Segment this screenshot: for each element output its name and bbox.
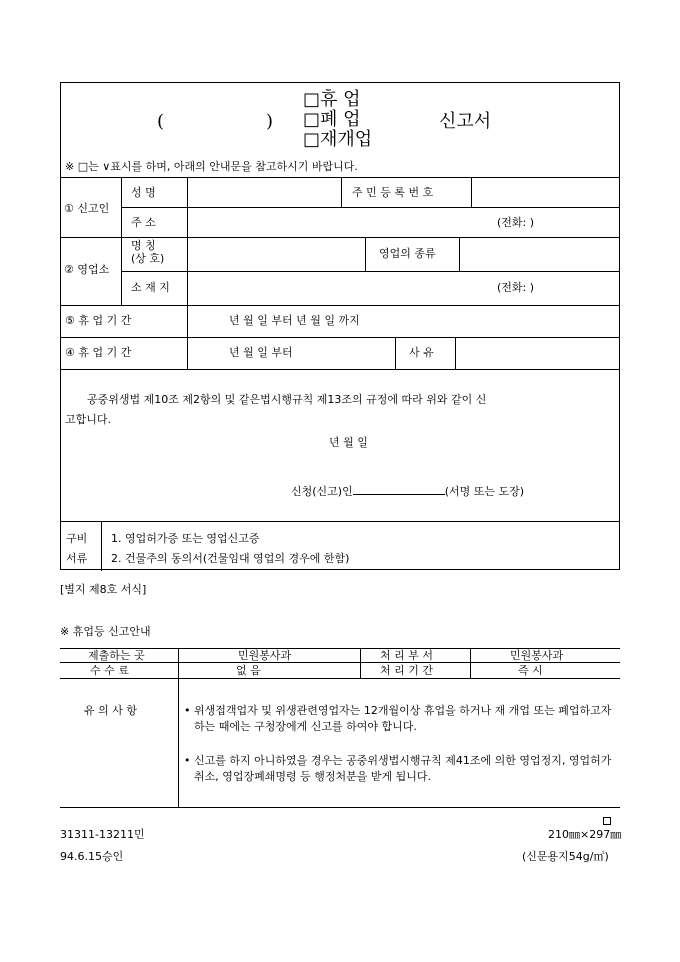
divider	[61, 305, 619, 306]
name-field[interactable]	[191, 180, 337, 204]
divider	[360, 648, 361, 678]
biz-name-label: 명 칭	[131, 239, 156, 252]
divider	[471, 177, 472, 207]
rrn-label: 주 민 등 록 번 호	[352, 186, 434, 199]
closure-period-label: ⑤ 휴 업 기 간	[65, 314, 132, 327]
doc-item-1: 1. 영업허가증 또는 영업신고증	[111, 532, 260, 545]
divider	[61, 177, 619, 178]
submit-to-value: 민원봉사과	[238, 649, 292, 662]
address-phone: (전화: )	[497, 216, 535, 229]
bullet-icon: •	[184, 704, 191, 717]
title-option-closure[interactable]: □휴 업	[303, 89, 361, 110]
applicant-prefix: 신청(신고)인	[291, 485, 353, 498]
notes-label: 유 의 사 항	[84, 704, 137, 717]
fee-value: 없 음	[236, 664, 261, 677]
reopen-period-label: ④ 휴 업 기 간	[65, 346, 132, 359]
rrn-field[interactable]	[475, 180, 615, 204]
guide-table	[60, 648, 620, 808]
date-line[interactable]: 년 월 일	[329, 436, 368, 449]
divider	[61, 237, 619, 238]
period-label: 처 리 기 간	[380, 664, 433, 677]
paper-type: (신문용지54g/㎡)	[522, 850, 609, 863]
divider	[60, 678, 620, 679]
corner-square-icon	[603, 817, 611, 825]
note-item-1: 위생접객업자 및 위생관련영업자는 12개월이상 휴업을 하거나 재 개업 또는 폐업하고자 하는 때에는 구청장에게 신고를 하여야 합니다.	[194, 704, 612, 733]
divider	[395, 337, 396, 369]
divider	[341, 177, 342, 207]
dept-value: 민원봉사과	[510, 649, 564, 662]
location-field[interactable]	[191, 274, 491, 302]
instruction-text: ※ □는 ∨표시를 하며, 아래의 안내문을 참고하시기 바랍니다.	[65, 160, 358, 173]
docs-label-2: 서류	[66, 552, 88, 565]
address-field[interactable]	[191, 210, 491, 234]
reason-field[interactable]	[459, 340, 615, 366]
guide-heading: ※ 휴업등 신고안내	[60, 625, 151, 638]
title-paren-open: (	[157, 111, 165, 132]
biz-name-label-sub: (상 호)	[131, 252, 165, 265]
divider	[61, 521, 619, 522]
applicant-line	[291, 484, 524, 498]
note-item-2: 신고를 하지 아니하였을 경우는 공중위생법시행규칙 제41조에 의한 영업정지, 영업허가취소, 영업장폐쇄명령 등 행정처분을 받게 됩니다.	[194, 754, 612, 783]
divider	[60, 807, 620, 808]
report-form	[60, 82, 620, 570]
divider	[61, 369, 619, 370]
dept-label: 처 리 부 서	[380, 649, 433, 662]
title-suffix: 신고서	[439, 111, 492, 132]
location-phone: (전화: )	[497, 281, 535, 294]
statement-line-2: 고합니다.	[65, 413, 112, 426]
fee-label: 수 수 료	[90, 664, 129, 677]
reporter-label: ① 신고인	[64, 202, 110, 215]
divider	[459, 237, 460, 271]
submit-to-label: 제출하는 곳	[88, 649, 145, 662]
statement-line-1: 공중위생법 제10조 제2항의 및 같은법시행규칙 제13조의 규정에 따라 위와 같이 신	[87, 393, 487, 406]
title-option-reopen[interactable]: □재개업	[303, 129, 373, 150]
signature-field[interactable]	[353, 484, 445, 495]
divider	[61, 337, 619, 338]
divider	[187, 177, 188, 369]
closure-period-text[interactable]: 년 월 일 부터 년 월 일 까지	[229, 314, 360, 327]
reopen-period-text[interactable]: 년 월 일 부터	[229, 346, 293, 359]
divider	[121, 177, 122, 305]
address-label: 주 소	[131, 216, 156, 229]
paper-size: 210㎜×297㎜	[548, 828, 622, 841]
divider	[121, 207, 619, 208]
doc-item-2: 2. 건물주의 동의서(건물임대 영업의 경우에 한함)	[111, 552, 350, 565]
divider	[121, 271, 619, 272]
divider	[470, 648, 471, 678]
name-label: 성 명	[131, 186, 156, 199]
annex-label: [별지 제8호 서식]	[60, 583, 147, 596]
bullet-icon: •	[184, 754, 191, 767]
applicant-suffix: (서명 또는 도장)	[444, 485, 525, 498]
location-label: 소 재 지	[131, 281, 170, 294]
divider	[455, 337, 456, 369]
title-paren-close: )	[266, 111, 274, 132]
docs-label: 구비	[66, 532, 88, 545]
biz-type-label: 영업의 종류	[379, 247, 436, 260]
divider	[365, 237, 366, 271]
biz-type-field[interactable]	[463, 240, 615, 268]
period-value: 즉 시	[518, 664, 543, 677]
business-label: ② 영업소	[64, 263, 110, 276]
form-code: 31311-13211민	[60, 828, 145, 841]
title-option-shutdown[interactable]: □폐 업	[303, 109, 361, 130]
approval-date: 94.6.15승인	[60, 850, 124, 863]
biz-name-field[interactable]	[191, 240, 361, 268]
divider	[178, 648, 179, 808]
divider	[101, 521, 102, 571]
reason-label: 사 유	[409, 346, 434, 359]
